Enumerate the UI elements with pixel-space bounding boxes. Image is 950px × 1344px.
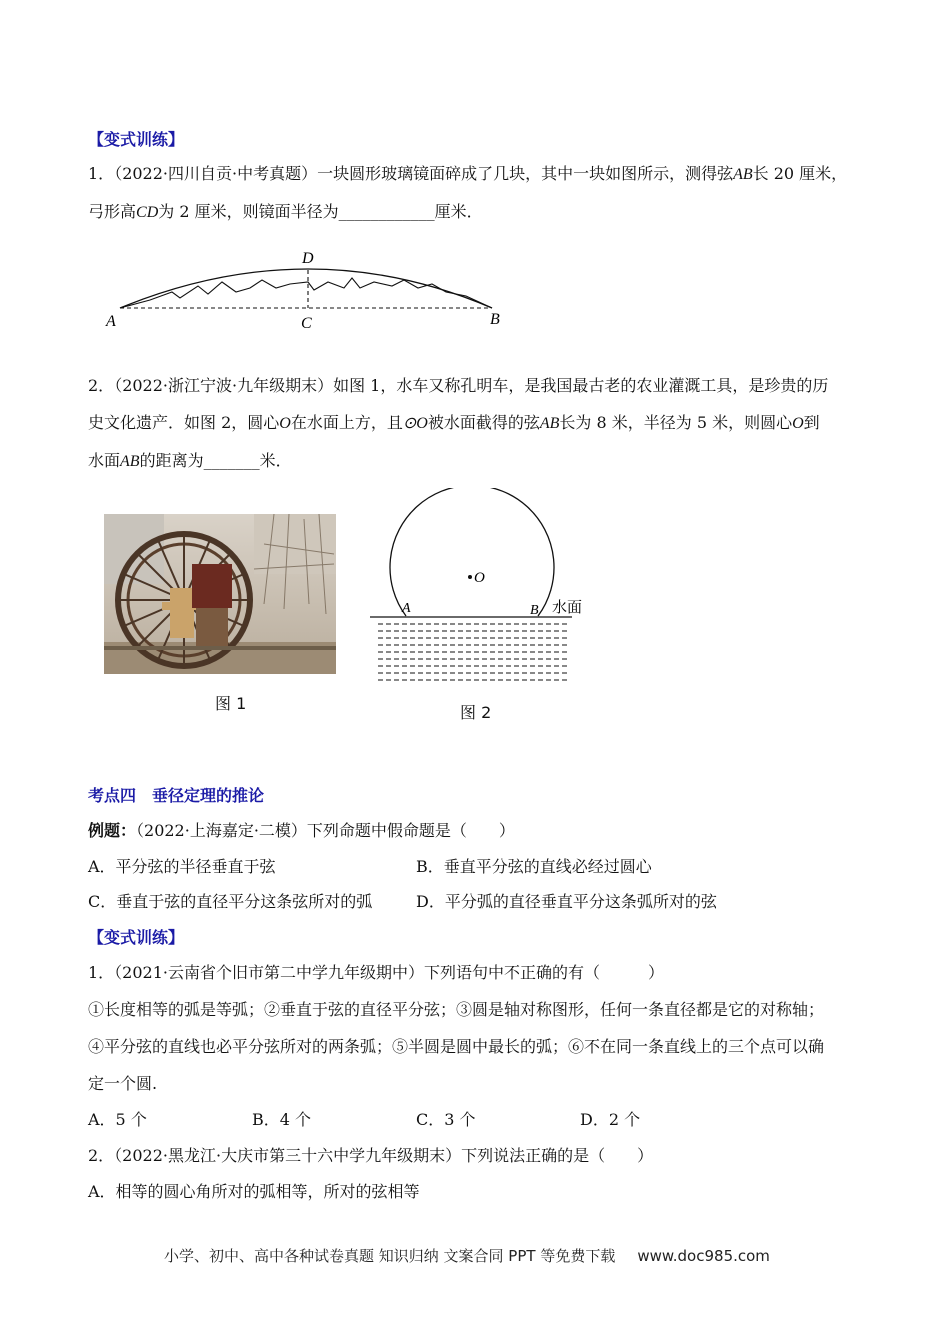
- example-option-c: C．垂直于弦的直径平分这条弦所对的弧: [88, 892, 373, 911]
- circle-o: [390, 488, 554, 616]
- v1-stem: 1．（2021·云南省个旧市第二中学九年级期中）下列语句中不正确的有（ ）: [88, 963, 664, 982]
- q2-text-f: 到: [803, 413, 820, 432]
- q1-text-b: 长 20 厘米，: [752, 164, 848, 183]
- q2-blank: _______: [203, 451, 260, 470]
- q2-text-a: （2022·浙江宁波·九年级期末）如图 1，水车又称孔明车，是我国最古老的农业灌溉工具，是珍贵的历: [114, 376, 829, 395]
- v1-line4: 定一个圆.: [88, 1074, 158, 1093]
- label-a2: A: [402, 601, 411, 616]
- q1-line1: [88, 164, 847, 185]
- example-option-a: A．平分弦的半径垂直于弦: [88, 857, 276, 876]
- q2-line2: [88, 413, 820, 434]
- label-a: A: [106, 313, 116, 330]
- example-option-b: B．垂直平分弦的直线必经过圆心: [416, 857, 652, 876]
- q1-text-a: （2022·四川自贡·中考真题）一块圆形玻璃镜面碎成了几块，其中一块如图所示，测得弦: [114, 164, 734, 183]
- v1-line3: ④平分弦的直线也必平分弦所对的两条弧；⑤半圆是圆中最长的弧；⑥不在同一条直线上的三个点可以确: [88, 1037, 825, 1056]
- q2-text-c: 在水面上方，且: [290, 413, 403, 432]
- q2-figure2: [366, 488, 596, 688]
- label-c: C: [301, 315, 312, 332]
- footer-description: 小学、初中、高中各种试卷真题 知识归纳 文案合同 PPT 等免费下载: [164, 1247, 616, 1265]
- label-b: B: [490, 311, 500, 328]
- example-text: （2022·上海嘉定·二模）下列命题中假命题是（ ）: [136, 821, 515, 840]
- fig2-caption: 图 2: [460, 703, 492, 722]
- q1-figure: [100, 242, 520, 338]
- label-water: 水面: [552, 598, 583, 616]
- v1-option-b: B．4 个: [252, 1110, 312, 1129]
- example-option-d: D．平分弧的直径垂直平分这条弧所对的弦: [416, 892, 717, 911]
- q1-number: 1．: [88, 164, 115, 183]
- label-b2: B: [530, 603, 539, 618]
- section-header-1: 【变式训练】: [88, 130, 185, 149]
- q1-line2: [88, 202, 483, 223]
- broken-edge: [120, 278, 492, 308]
- q2-text-e: 长为 8 米，半径为 5 米，则圆心: [559, 413, 793, 432]
- label-o: O: [474, 570, 485, 586]
- example-label: 例题：: [88, 821, 137, 840]
- q1-blank: ____________: [338, 202, 435, 221]
- q2-text-h: 的距离为: [139, 451, 204, 470]
- q2-var-ab-2: AB: [120, 453, 140, 470]
- q2-var-o: O: [279, 415, 291, 432]
- label-d: D: [302, 250, 314, 267]
- water-hatching: [378, 624, 570, 680]
- v1-option-d: D．2 个: [580, 1110, 641, 1129]
- q2-var-o-2: O: [792, 415, 804, 432]
- q1-text-e: 厘米．: [434, 202, 483, 221]
- q2-text-g: 水面: [88, 451, 121, 470]
- q2-circle-o: ⊙O: [402, 415, 428, 432]
- q2-text-b: 史文化遗产．如图 2，圆心: [88, 413, 280, 432]
- footer-url[interactable]: www.doc985.com: [637, 1247, 770, 1265]
- q1-text-d: 为 2 厘米，则镜面半径为: [158, 202, 339, 221]
- point4-title: 考点四 垂径定理的推论: [88, 786, 265, 805]
- q2-text-d: 被水面截得的弦: [427, 413, 540, 432]
- v2-option-a: A．相等的圆心角所对的弧相等，所对的弦相等: [88, 1182, 420, 1201]
- waterwheel-photo: [104, 514, 336, 674]
- q2-number: 2．: [88, 376, 115, 395]
- v1-option-a: A．5 个: [88, 1110, 147, 1129]
- q2-var-ab: AB: [539, 415, 560, 432]
- q2-line3: [88, 451, 292, 472]
- q1-var-cd: CD: [136, 204, 159, 221]
- v1-line2: ①长度相等的弧是等弧；②垂直于弦的直径平分弦；③圆是轴对称图形，任何一条直径都是它的对称轴；: [88, 1000, 825, 1019]
- q1-text-c: 弓形高: [88, 202, 137, 221]
- center-o-dot: [468, 575, 472, 579]
- q2-text-i: 米．: [259, 451, 292, 470]
- q1-var-ab: AB: [733, 166, 753, 183]
- arc-ab: [120, 269, 492, 308]
- footer-text: [164, 1245, 770, 1266]
- fig1-caption: 图 1: [215, 694, 247, 713]
- section-header-2: 【变式训练】: [88, 928, 185, 947]
- v2-stem: 2．（2022·黑龙江·大庆市第三十六中学九年级期末）下列说法正确的是（ ）: [88, 1146, 654, 1165]
- q2-line1: [88, 376, 828, 396]
- example-stem: [88, 821, 515, 841]
- v1-option-c: C．3 个: [416, 1110, 476, 1129]
